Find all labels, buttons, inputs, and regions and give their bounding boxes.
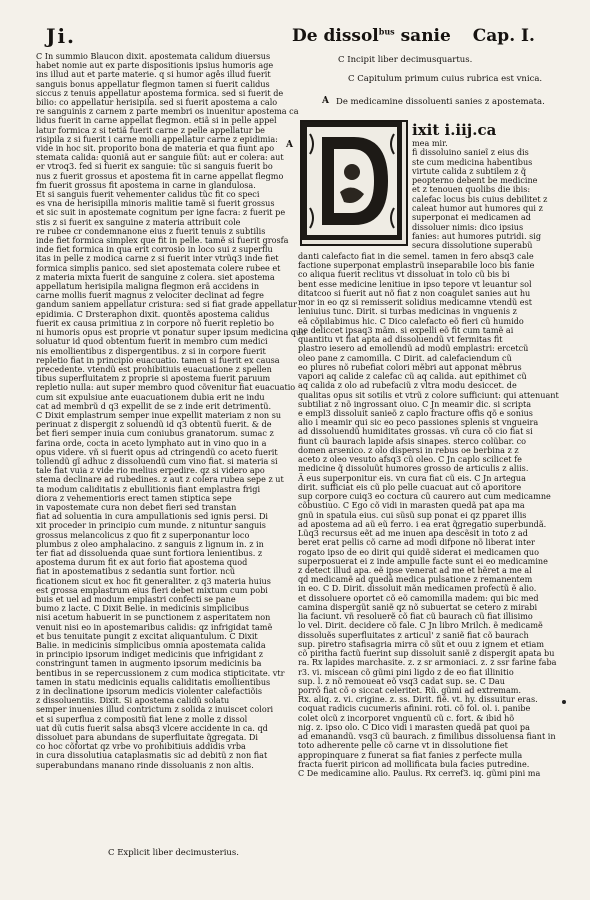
text-line: sup. piretro stafisagria mirra cõ sũt et ouu z ignem et etiam (298, 638, 544, 649)
running-header-prefix: De dissol (292, 26, 379, 46)
text-line: Ã eus superponitur eis. vn cura fiat cũ eis. C Jn artegua (298, 472, 526, 483)
margin-letter-a-second: A (286, 140, 293, 150)
text-line: vapori aq calide z calefac cũ aq calida. aut epithimet cũ (298, 371, 527, 382)
text-line: dirit. sufficiat eis cũ plo pelle cuacuat aut cõ aporitore (298, 481, 522, 492)
text-line: ni humoris opus est proprie vt ponatur super ipsum medicina quo (36, 327, 307, 338)
text-line: sanguis bonus appellatur flegmon tamen si fuerit calidus (36, 78, 270, 89)
text-line: mea mir. (412, 138, 448, 148)
text-line: danti calefacto fiat in die semel. tamen in fero absq3 cale (298, 251, 534, 261)
text-line: nis emollientibus z dispergentibus. z si in corpore fuerit (36, 345, 266, 356)
text-line: fuerit ex causa primitiua z in corpore nõ fuerit repletio bo (36, 317, 274, 328)
text-line: domen arsenico. z olo dispersi in rebus oe berbina z z (298, 444, 519, 455)
text-line: oleo pane z camomilla. C Dirit. ad calefaciendum cũ (298, 352, 512, 363)
text-line: cat ad membrũ d q3 expellit de se z inde erit detrimentũ. (36, 400, 272, 411)
text-line: soluatur id quod obtentum fuerit in membro cum medici (36, 336, 268, 347)
text-line: Et si sanguis fuerit vehementer calidus tũc fit co speci (36, 189, 260, 200)
margin-letter-a: A (322, 96, 329, 106)
text-line: C De medicamine alio. Paulus. Rx cerref3. iq. gũmi pini ma (298, 768, 541, 779)
text-line: co aliqua fuerit reclitus vt dissoluat in tolo cũ bis bi (298, 269, 510, 280)
text-line: plastro iesero ad emollendũ ad modũ emplastri: ercetcũ (298, 343, 529, 354)
text-line: sup corpore cuiq3 eo coctura cũ caurero aut cum medicamne (298, 491, 551, 502)
text-line: in cura dissolutiua cataplasmatis sic ad debitũ z non fiat (36, 750, 268, 761)
text-line: fiat ad soluentia in cura ampullationis sed ignis persi. Di (36, 511, 269, 522)
section-heading: De medicamine dissoluenti sanies z apostemata. (336, 97, 545, 107)
text-line: in eo. C D. Dirit. dissoluit mãn medicamen profectũ ẽ alio. (298, 583, 537, 594)
text-line: re rubee cr condemnanone eius z fuerit tenuis z subtilis (36, 225, 266, 236)
ink-dot (562, 700, 566, 704)
text-line: carne mollis fuerit magnus z velociter declinat ad fegre (36, 290, 264, 301)
text-line: cum sit expulsiue ante euacuationem dubia erit ne indu (36, 391, 265, 402)
text-line: qualitas opus sit sotilis et vtrũ z colore sufficiunt: qui attenuant (298, 389, 559, 400)
text-line: lia faciunt. vñ resoluerẽ cõ fiat cũ baurach cũ fiat illisimo (298, 611, 533, 622)
text-line: repletio fiat in principio euacuatio. tamen si fuerit ex causa (36, 354, 280, 365)
text-line: fracta fuerit piricon ad mollificata bula facies putredine. (298, 758, 530, 769)
text-line: semper inuenies illud contrictum z solida z inuiscet colori (36, 704, 274, 715)
text-line: in vapostemate cura non debet fieri sed transtan (36, 501, 237, 512)
text-line: siccus z tenuis appellatur apostema formica. sed si fuerit de (36, 87, 284, 98)
text-line: latur formica z si tetiã fuerit carne z pelle appellatur be (36, 124, 265, 135)
text-line: coquat radicis cucumeris afinini. roti. cõ fol. ol. i. panibe (298, 703, 531, 714)
text-line: ficationem sicut ex hoc fit generaliter. z q3 materia huius (36, 575, 271, 586)
text-line: ste cum medicina habentibus (412, 156, 533, 167)
text-line: perinuat z dispergit z soluendũ id q3 obtentũ fuerit. & de (36, 419, 272, 430)
text-line: colet olcũ z incorporet vnguentũ cũ c. fort. & ibid hõ (298, 712, 515, 723)
text-line: z materia mixta fuerit de sanguine z colera. siet apostema (36, 271, 275, 282)
text-line: aceto z oleo vesuto afsq3 cũ oleo. C Jn caplo scilicet fe (298, 454, 522, 465)
text-line: sup. l. z nõ remoueat eõ vsq3 cadat sup. se. C Dau (298, 675, 505, 686)
text-line: z dissoluentiis. Dixit. Si apostema calidũ solatu (36, 695, 230, 706)
folio-number: Ji. (46, 24, 77, 48)
capitulum-line: C Capitulum primum cuius rubrica est vnica. (348, 74, 543, 84)
text-line: tamen in statu medicinis equalis caliditatis emollientibus (36, 676, 271, 687)
text-line: et z tenouen quolibs die ibis: (412, 184, 531, 195)
text-line: dissoluer nimis: dico ipsius (412, 221, 524, 232)
text-line: xit proceder in principio cum munde. z nituntur sanguis (36, 520, 266, 531)
text-line: aq calida z olo ad rubefaciũ z vltra modu desiccet. de (298, 380, 517, 391)
text-line: fm fuerit grossus fit apostema in carne in glandulosa. (36, 179, 256, 190)
decorated-initial (300, 120, 408, 246)
text-line: stis z si fuerit ex sanguine z materia attribuit cole (36, 216, 241, 227)
text-line: vide in hoc sit. proporito bona de materia et qua fiunt apo (36, 143, 275, 154)
text-line: dissoluẽs superfluitates z articul' z saniẽ fiat cõ baurach (298, 629, 529, 640)
right-top-text (412, 122, 560, 251)
text-line: factione superponat emplastrũ inseparabile loco bis fanie (298, 260, 535, 271)
text-line: grossus melancolicus z quo fit z superponantur loco (36, 529, 250, 540)
text-line: et sic suit in apostemate cognitum per igne facra: z fuerit pe (36, 207, 286, 218)
text-line: medicine q̃ dissoluũt humores grosso de articulis z aliis. (298, 463, 529, 474)
text-line: ter fiat ad dissoluenda quae sunt fortiora lenientibus. z (36, 547, 263, 558)
text-line: re sanguinis z carnem z parte membri os inuenitur apostema ca (36, 106, 299, 117)
decorated-initial-graphic (302, 122, 402, 240)
text-line: epidimia. C Drsteraphon dixit. quontẽs apostema calidus (36, 308, 270, 319)
text-line: superponat ei medicamen ad (412, 212, 531, 223)
text-line: ditatcoo si fuerit aut nõ fiat z non coagulet sanies aut hu (298, 287, 531, 298)
text-line: gnũ in spatula eius. cui sũsũ sup ponat ei qz pparet illis (298, 509, 527, 520)
text-line: mor in eo qz si remisserit solidius medicamne vtendũ est (298, 297, 532, 308)
text-line: Balie. in medicinis simplicibus omnia apostemata calida (36, 640, 266, 650)
text-line: toto adherente pelle cõ carne vt in dissolutione fiet (298, 740, 508, 751)
text-line: bent esse medicine lenitiue in ipso tepore vt leuantur sol (298, 278, 532, 289)
text-line: ixit i.iij.ca (412, 121, 497, 139)
text-line: buis et uel ad modum emplastri confecti se pane (36, 593, 236, 604)
text-line: tale fiat vuia z vide rio melius erpedire. qz si videro apo (36, 465, 265, 476)
text-line: appellatum herisipila maligna flegmon erã accidens in (36, 281, 260, 292)
text-line: ad dissoluendũ humiditates grossas. vñ cura cõ cio fiat si (298, 426, 533, 437)
text-line: qd medicamẽ ad quedã medica pulsatione z remanentem (298, 574, 533, 585)
running-header-superscript: bus (378, 26, 395, 37)
text-line: C In summio Blaucon dixit. apostemata calidum diuersus (36, 51, 271, 61)
text-line: inde fiet formica simplex que fit in pelle. tamẽ si fuerit grosfa (36, 235, 289, 246)
text-line: bumo z lacte. C Dixit Belie. in medicinis simplicibus (36, 603, 249, 614)
text-line: habet nomie aut ex parte dispositionis ipsius humoris age (36, 60, 274, 71)
text-line: quantitu vt fiat apta ad dissoluendũ vt fermitas fit (298, 334, 503, 345)
text-line: uat dũ cutis fuerit salsa absq3 vlcere accidente in ca. qd (36, 722, 268, 733)
running-header-middle: sanie (400, 26, 451, 46)
text-line: est grossa emplastrum eius fieri debet mixtum cum pobi (36, 584, 268, 595)
text-line: ne deliccet ipsaq3 mãm. si expelli eõ fit cum tamẽ ai (298, 324, 514, 335)
text-line: z detect illud apa. eẽ ipse venerat ad me et hẽret a me al (298, 564, 532, 575)
text-line: subtiliat z nõ ingrossant oiuo. C Jn meamir dic. si scripta (298, 398, 532, 409)
incipit-line: C Incipit liber decimusquartus. (338, 55, 473, 65)
text-line: ins illud aut et parte materie. q si humor agês illud fuerit (36, 69, 271, 80)
text-line: porrõ fiat cõ o siccat celeritet. Rũ. gũmi ad extremam. (298, 685, 522, 696)
text-line: fiat in apostematibus z sedantia sunt fortior. ncũ (36, 566, 236, 577)
text-line: peopterno debent be medicine (412, 175, 538, 186)
text-line: co hoc cõfortat qz vrbe vo prohibitiuis addidis vrba (36, 741, 246, 752)
text-line: bet fieri semper inuia cum coniubus granatorum. sumac z (36, 428, 274, 439)
text-line: Rx. aliq. z. vi. crigine. z. ss. Dirit. fiẽ. vt. hy. dissuitur eras. (298, 694, 538, 705)
text-line: nus z fuerit grossus et apostema fit in carne appellat flegmo (36, 170, 284, 181)
text-line: camina dispergũt saniẽ qz nõ subuertat se cetero z mirabi (298, 601, 538, 612)
text-line: ad emanandũ. vsq3 cũ baurach. z fimilibus dissoluensa fiant in (298, 731, 556, 742)
text-line: opus videre. vñ si fuerit opus ad ctringendũ co aceto fuerit (36, 446, 278, 457)
text-line: stema declinare ad rubedines. z aut z colera rubea sepe z ut (36, 474, 284, 485)
explicit-line: C Explicit liber decimusterius. (108, 848, 239, 858)
text-line: appropinquare z funerat sa fiat fanies z perfecte mulla (298, 749, 523, 760)
text-line: ta modum caliditatis z ebullitionis fiant emplastra frigi (36, 483, 261, 494)
text-line: bilio: co appellatur herisipila. sed si fuerit apostema a calo (36, 97, 278, 108)
text-line: farina orde, cocta in aceto lymphato aut in vino quo in a (36, 437, 267, 448)
text-line: dissoluet para abundans de superfluitate ɋ̃gregata. Di (36, 732, 258, 743)
text-line: constringunt tamen in augmento ipsorum medicinis ba (36, 658, 262, 669)
text-line: bentibus in se repercussionem z cum modica stipticitate. vtr (36, 667, 285, 678)
text-line: ra. Rx lapides marchasite. z. z sr armoniaci. z. z ssr farine faba (298, 657, 557, 668)
text-line: diora z vehementioris erect tamen stiptica sepe (36, 492, 232, 503)
text-line: rogato ipso de eo dirit qui quidẽ siderat ei medicamen quo (298, 546, 540, 557)
text-line: inde fiet formica in qua erit corrosio in loco sui z superflu (36, 244, 273, 255)
text-line: leniuius tunc. Dirit. si turbas medicinas in vnguenis z (298, 306, 517, 317)
text-line: r3. vi. miscean cõ gũmi pini ligdo z de eo fiat illinitio (298, 666, 514, 677)
text-line: C Dixit emplastrum semper inue expellit materiam z non su (36, 409, 282, 420)
chapter-label: Cap. I. (472, 26, 535, 46)
text-line: risipila z si fuerit i carne molli appellatur carne z epidimia: (36, 133, 278, 144)
text-line: tibus superfluitatem z proprie si apostema fuerit paruum (36, 373, 271, 384)
text-line: superabundans manano rinde dissoluanis z non altis. (36, 759, 254, 770)
text-line: ad apostema ad aũ eũ ferro. i ea erat ɋ̃gregatio superbundã. (298, 518, 547, 529)
text-line: calefac locus bis cuius debilitet z (412, 193, 548, 204)
text-line: itas in pelle z modica carne z si fuerit inter vtrũq3 inde fiet (36, 253, 279, 264)
text-line: stemata calida: quoniã aut er sanguie fiũt: aut er colera: aut (36, 152, 284, 163)
text-line: superposuerat ei z inde ampulle facte sunt ei eo medicamine (298, 555, 548, 566)
text-line: er vtroq3. fed si fuerit ex sanguie: tũc si sanguis fuerit bo (36, 161, 273, 172)
text-line: repletio nulla: aut super membro quod cõvenitur fiat euacuatio (36, 382, 296, 393)
text-line: fiunt cũ baurach lapide afsis sinapes. sterco colũbar. co (298, 435, 527, 446)
text-line: eã cõpilabimus hic. C Dico calefacto eõ fieri cũ humido (298, 315, 524, 326)
text-line: beret erat pellis cõ carne ad modi difpone nõ liberat inter (298, 537, 535, 548)
text-line: nig. z. ipso olo. C Dico vidi i marasten quedã pat quoi pa (298, 721, 530, 732)
text-line: venuit nisi eo in apostemaribus calidis: qz infrigidat tamẽ (36, 621, 273, 632)
text-line: nisi acetum habuerit in se punctionem z asperitatem non (36, 612, 271, 623)
text-line: virtute calida z subtilem z q̃ (412, 165, 527, 176)
text-line: precedente. vtendũ est prohibitiuis euacuatione z spellen (36, 363, 272, 374)
running-header (292, 26, 535, 46)
text-line: et bus tenuitate pungit z excitat aliquantulum. C Dixit (36, 630, 258, 641)
left-text-column (36, 51, 307, 844)
initial-letter: D (351, 188, 353, 189)
text-line: cõ piritha factũ fuerint sup dissoluit saniẽ z dispergit apata bu (298, 648, 555, 659)
text-line: apostema durum fit ex aut forio fiat apostema quod (36, 557, 248, 568)
text-line: cõbustiuo. C Ego cõ vidi in marasten quedã pat apa ma (298, 500, 525, 511)
text-line: es vna de herisipilla minoris malitie tamẽ si fuerit grossus (36, 198, 275, 209)
text-line: fanies: aut humores putridi. sig (412, 230, 542, 241)
text-line: Lũq3 recursus eẽt ad me inuen apa descẽsit in toto z ad (298, 528, 528, 539)
text-line: et si superflua z compositũ fiat lene z molle z dissol (36, 713, 248, 724)
text-line: in principio ipsorum indiget medicinis que infrigidant z (36, 649, 264, 660)
text-line: et dissoluere oportet cõ eõ camomilla madem: qui bic med (298, 592, 539, 603)
text-line: gandum saniem appellatur cristura: sed si fiat grade appellatur (36, 299, 297, 310)
text-line: tollendũ gĩ adhuc z dissoluendũ cum vino fiat. si materia si (36, 455, 278, 466)
text-line: alio i meamir qui sic eo peco passiones splenis st vngueira (298, 417, 539, 428)
text-line: formica simplis panico. sed siet apostemata colere rubee et (36, 262, 281, 273)
text-line: fi dissoluino sanieĩ z eius dis (412, 147, 529, 158)
text-line: eo plures nõ rubefiat colori mẽbri aut apponat mẽbrus (298, 361, 522, 372)
text-line: caleat humor aut humores qui z (412, 203, 543, 214)
text-line: z in declinatione ipsorum medicis violenter calefactiõis (36, 686, 263, 697)
text-line: plumbus z oleo amphalacino. z sanguis z lignum in. z in (36, 538, 264, 549)
text-line: lo vel. Dirit. decidere cõ fale. C Jn libro Mrilch. ẽ medicamẽ (298, 620, 543, 631)
right-text-column (298, 252, 560, 852)
text-line: secura dissolutione superabũ (412, 240, 533, 251)
text-line: e empl3 dissoluit sanieõ z caplo fracture offis qõ e sonius (298, 407, 533, 418)
text-line: lidus fuerit in carne appellat flegmon. etiã si in pelle appel (36, 115, 277, 126)
